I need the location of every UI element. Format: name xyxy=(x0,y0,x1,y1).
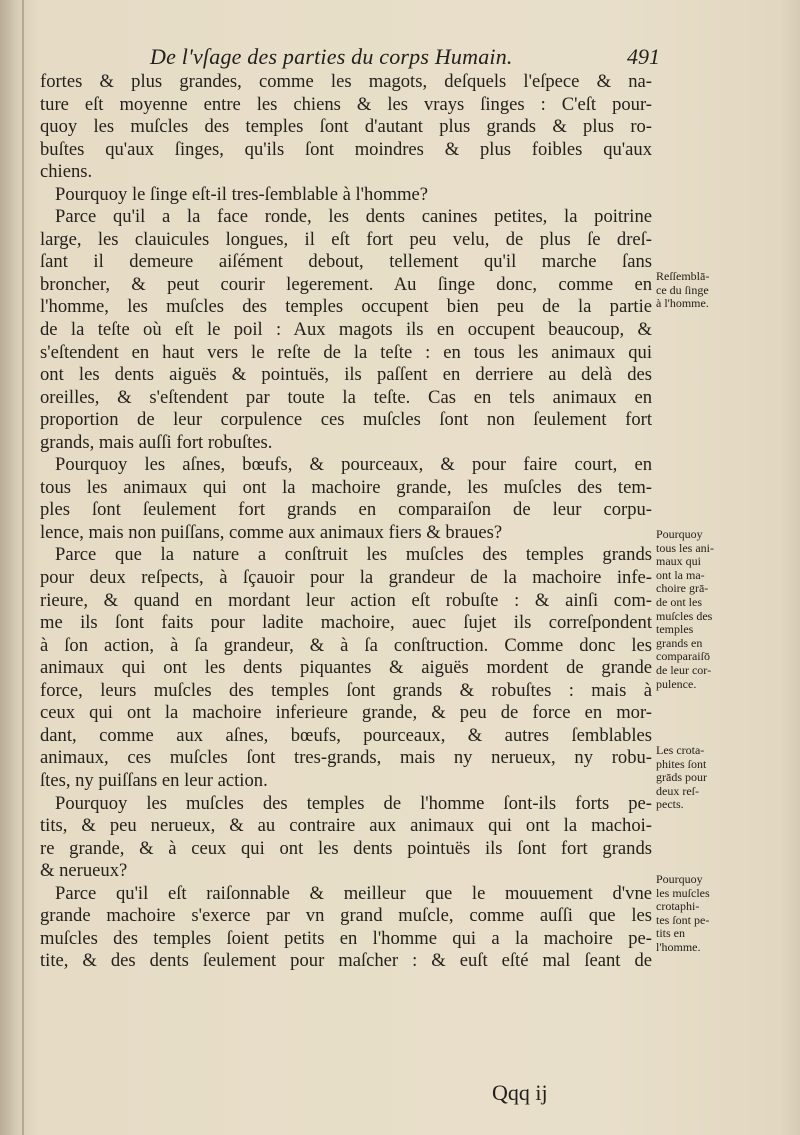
text-line: & nerueux? xyxy=(40,860,128,882)
running-title: De l'vſage des parties du corps Humain. xyxy=(150,44,513,69)
text-line: pour deux reſpects, à ſçauoir pour la grandeur de la machoire infe- xyxy=(40,567,652,589)
text-line: ceux qui ont la machoire inferieure grande, & peu de force en mor- xyxy=(40,702,652,724)
margin-note-line: Pourquoy xyxy=(656,873,703,886)
text-line: Parce qu'il a la face ronde, les dents canines petites, la poitrine xyxy=(55,206,652,228)
margin-note-line: ce du ſinge xyxy=(656,283,709,297)
margin-note-line: l'homme. xyxy=(656,940,701,954)
text-line: ſant il demeure aiſément debout, tellement qu'il marche ſans xyxy=(40,251,652,273)
text-line: me ils ſont faits pour ladite machoire, auec ſujet ils correſpondent xyxy=(40,612,652,634)
margin-note-line: muſcles des xyxy=(656,609,713,623)
main-text-column xyxy=(40,71,652,973)
text-line: quoy les muſcles des temples ſont d'autant plus grands & plus ro- xyxy=(40,116,652,138)
text-line: l'homme, les muſcles des temples occupent bien peu de la partie xyxy=(40,296,652,318)
margin-note-line: comparaiſō xyxy=(656,650,710,664)
text-line: ſtes, ny puiſſans en leur action. xyxy=(40,769,268,791)
margin-note-line: tits en xyxy=(656,927,685,941)
text-line: à ſon action, à ſa grandeur, & à ſa conſtruction. Comme donc les xyxy=(40,634,652,656)
margin-note-line: choire grā- xyxy=(656,582,709,596)
margin-note-line: grands en xyxy=(656,636,703,650)
text-line: buſtes qu'aux ſinges, qu'ils ſont moindres & plus foibles qu'aux xyxy=(40,138,652,160)
text-line: lence, mais non puiſſans, comme aux animaux fiers & braues? xyxy=(40,521,503,543)
margin-note-line: grāds pour xyxy=(656,771,707,785)
text-line: Pourquoy les aſnes, bœufs, & pourceaux, & pour faire court, en xyxy=(55,454,652,476)
margin-note-resemblance xyxy=(656,270,748,311)
margin-note-line: de leur cor- xyxy=(656,663,712,677)
margin-note-line: maux qui xyxy=(656,555,701,569)
margin-note-line: crotaphi- xyxy=(656,900,700,914)
margin-note-human-crotaphites xyxy=(656,873,748,955)
text-line: s'eſtendent en haut vers le reſte de la teſte : en tous les animaux qui xyxy=(40,341,652,363)
signature-mark: Qqq ij xyxy=(492,1080,548,1105)
margin-note-line: Reſſemblā- xyxy=(656,270,710,283)
margin-note-line: pulence. xyxy=(656,677,697,691)
text-line: tous les animaux qui ont la machoire grande, les muſcles des tem- xyxy=(40,476,652,498)
margin-note-crotaphites xyxy=(656,744,748,812)
margin-note-line: deux reſ- xyxy=(656,784,699,798)
text-line: re grande, & à ceux qui ont les dents pointuës ils ſont fort grands xyxy=(40,837,652,859)
margin-note-line: tous les ani- xyxy=(656,541,714,555)
text-line: ont les dents aiguës & pointuës, ils paſſent en derriere au delà des xyxy=(40,364,652,386)
text-line: grande machoire s'exerce par vn grand muſcle, comme auſſi que les xyxy=(40,905,652,927)
margin-note-line: les muſcles xyxy=(656,886,710,900)
text-line: de la teſte où eſt le poil : Aux magots ils en occupent beaucoup, & xyxy=(40,319,652,341)
text-line: muſcles des temples ſoient petits en l'homme qui a la machoire pe- xyxy=(40,927,652,949)
text-line: tite, & des dents ſeulement pour maſcher : & euſt eſté mal ſeant de xyxy=(40,950,652,972)
text-line: broncher, & peut courir legerement. Au ſinge donc, comme en xyxy=(40,273,652,295)
margin-note-line: tes ſont pe- xyxy=(656,913,710,927)
text-line: Parce que la nature a conſtruit les muſcles des temples grands xyxy=(55,544,652,566)
margin-note-temple-muscles xyxy=(656,528,748,691)
text-line: chiens. xyxy=(40,161,93,183)
text-line: animaux, ces muſcles ſont tres-grands, mais ny nerueux, ny robu- xyxy=(40,747,652,769)
margin-note-line: de ont les xyxy=(656,595,702,609)
margin-note-line: phites ſont xyxy=(656,757,707,771)
text-line: force, leurs muſcles des temples ſont grands & robuſtes : mais à xyxy=(40,679,652,701)
text-line: ture eſt moyenne entre les chiens & les vrays ſinges : C'eſt pour- xyxy=(40,93,652,115)
binding-gutter xyxy=(22,0,24,1135)
text-line: rieure, & quand en mordant leur action eſt robuſte : & ainſi com- xyxy=(40,589,652,611)
text-line: Pourquoy le ſinge eſt-il tres-ſemblable à l'homme? xyxy=(55,183,429,205)
margin-note-line: pects. xyxy=(656,798,684,812)
margin-note-line: à l'homme. xyxy=(656,297,709,311)
text-line: ples ſont ſeulement fort grands en comparaiſon de leur corpu- xyxy=(40,499,652,521)
text-line: fortes & plus grandes, comme les magots, deſquels l'eſpece & na- xyxy=(40,71,652,92)
page-number: 491 xyxy=(627,44,660,69)
text-line: tits, & peu nerueux, & au contraire aux animaux qui ont la machoi- xyxy=(40,815,652,837)
text-line: animaux qui ont les dents piquantes & aiguës mordent de grande xyxy=(40,657,652,679)
text-line: dant, comme aux aſnes, bœufs, pourceaux, & autres ſemblables xyxy=(40,724,652,746)
text-line: Pourquoy les muſcles des temples de l'homme ſont-ils forts pe- xyxy=(55,792,652,814)
margin-note-line: ont la ma- xyxy=(656,568,705,582)
text-line: grands, mais auſſi fort robuſtes. xyxy=(40,431,273,453)
page-header xyxy=(120,44,660,74)
text-line: proportion de leur corpulence ces muſcles ſont non ſeulement fort xyxy=(40,409,652,431)
margin-note-line: Pourquoy xyxy=(656,528,703,541)
text-line: oreilles, & s'eſtendent par toute la teſte. Cas en tels animaux en xyxy=(40,386,652,408)
text-line: large, les clauicules longues, il eſt fort peu velu, de plus ſe dreſ- xyxy=(40,228,652,250)
margin-note-line: Les crota- xyxy=(656,744,705,757)
text-line: Parce qu'il eſt raiſonnable & meilleur que le mouuement d'vne xyxy=(55,882,652,904)
margin-note-line: temples xyxy=(656,623,694,637)
